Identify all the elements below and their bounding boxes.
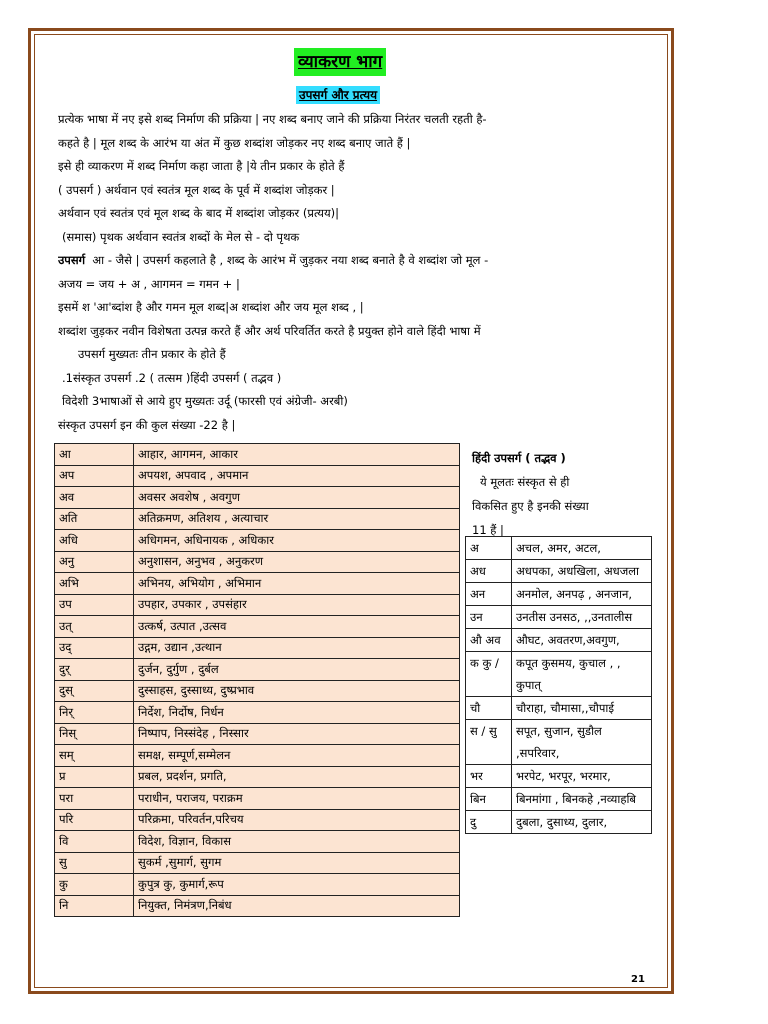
prefix-cell: अनु	[55, 551, 134, 573]
prefix-cell: चौ	[466, 697, 512, 720]
examples-cell: समक्ष, सम्पूर्ण,सम्मेलन	[134, 745, 460, 767]
table-row	[55, 637, 460, 659]
table-row	[55, 788, 460, 810]
examples-cell: सुकर्म ,सुमार्ग, सुगम	[134, 852, 460, 874]
table-row	[55, 745, 460, 767]
table-row	[466, 697, 652, 720]
table-row	[55, 551, 460, 573]
prefix-cell: अ	[466, 537, 512, 560]
prefix-cell: नि	[55, 895, 134, 917]
table-row	[466, 788, 652, 811]
intro-paragraph	[58, 108, 658, 437]
prefix-cell: भर	[466, 765, 512, 788]
examples-cell: प्रबल, प्रदर्शन, प्रगति,	[134, 766, 460, 788]
examples-cell: उत्कर्ष, उत्पात ,उत्सव	[134, 616, 460, 638]
text-line: प्रत्येक भाषा में नए इसे शब्द निर्माण की प्रक्रिया | नए शब्द बनाए जाने की प्रक्रिया निरंतर चलती रहती है-	[58, 112, 487, 126]
table-row	[466, 720, 652, 765]
prefix-cell: उद्	[55, 637, 134, 659]
text-line: अर्थवान एवं स्वतंत्र एवं मूल शब्द के बाद में शब्दांश जोड़कर (प्रत्यय)|	[58, 206, 339, 220]
table-row	[55, 895, 460, 917]
examples-cell: उनतीस उनसठ, ,,उनतालीस	[512, 606, 652, 629]
prefix-cell: दुस्	[55, 680, 134, 702]
text-line: विकसित हुए है इनकी संख्या	[472, 499, 589, 513]
table-row	[55, 573, 460, 595]
examples-cell: निर्देश, निर्दोष, निर्धन	[134, 702, 460, 724]
text-line-rest: आ - जैसे | उपसर्ग कहलाते है , शब्द के आरंभ में जुड़कर नया शब्द बनाते है वे शब्दांश जो मूल -	[92, 253, 489, 267]
prefix-cell: अध	[466, 560, 512, 583]
prefix-cell: आ	[55, 444, 134, 466]
text-line: विदेशी 3भाषाओं से आये हुए मुख्यतः उर्दू (फारसी एवं अंग्रेजी- अरबी)	[62, 394, 348, 408]
table-row	[55, 616, 460, 638]
table-row	[55, 766, 460, 788]
prefix-cell: निस्	[55, 723, 134, 745]
bold-term: उपसर्ग	[58, 253, 86, 267]
prefix-cell: प्र	[55, 766, 134, 788]
examples-cell: अवसर अवशेष , अवगुण	[134, 487, 460, 509]
examples-cell: दुबला, दुसाध्य, दुलार,	[512, 811, 652, 834]
examples-cell: औघट, अवतरण,अवगुण,	[512, 629, 652, 652]
prefix-cell: बिन	[466, 788, 512, 811]
prefix-cell: अति	[55, 508, 134, 530]
table-row	[466, 560, 652, 583]
text-line	[58, 249, 658, 273]
prefix-cell: उत्	[55, 616, 134, 638]
text-line: उपसर्ग मुख्यतः तीन प्रकार के होते हैं	[78, 347, 226, 361]
prefix-cell: सु	[55, 852, 134, 874]
examples-cell: दुर्जन, दुर्गुण , दुर्बल	[134, 659, 460, 681]
table-row	[55, 680, 460, 702]
hindi-prefix-intro	[472, 446, 652, 542]
prefix-cell: उप	[55, 594, 134, 616]
prefix-cell: परि	[55, 809, 134, 831]
prefix-cell: निर्	[55, 702, 134, 724]
sanskrit-prefix-table	[54, 443, 460, 917]
text-line: कहते है | मूल शब्द के आरंभ या अंत में कुछ शब्दांश जोड़कर नए शब्द बनाए जाते हैं |	[58, 135, 411, 150]
examples-cell: भरपेट, भरपूर, भरमार,	[512, 765, 652, 788]
examples-cell: अनमोल, अनपढ़ , अनजान,	[512, 583, 652, 606]
hindi-prefix-heading: हिंदी उपसर्ग ( तद्भव )	[472, 451, 566, 465]
page-title: व्याकरण भाग	[294, 48, 386, 76]
examples-cell: कुपुत्र कु, कुमार्ग,रूप	[134, 874, 460, 896]
examples-cell: उद्गम, उद्यान ,उत्थान	[134, 637, 460, 659]
examples-cell: उपहार, उपकार , उपसंहार	[134, 594, 460, 616]
table-row	[55, 530, 460, 552]
prefix-cell: दुर्	[55, 659, 134, 681]
prefix-cell: अन	[466, 583, 512, 606]
examples-cell: सपूत, सुजान, सुडौल ,सपरिवार,	[512, 720, 652, 765]
table-row	[466, 606, 652, 629]
prefix-cell: दु	[466, 811, 512, 834]
table-row	[55, 874, 460, 896]
examples-cell: निष्पाप, निस्संदेह , निस्सार	[134, 723, 460, 745]
table-row	[466, 765, 652, 788]
prefix-cell: अप	[55, 465, 134, 487]
table-row	[55, 831, 460, 853]
examples-cell: अपयश, अपवाद , अपमान	[134, 465, 460, 487]
prefix-cell: अधि	[55, 530, 134, 552]
table-row	[55, 723, 460, 745]
examples-cell: अभिनय, अभियोग , अभिमान	[134, 573, 460, 595]
examples-cell: आहार, आगमन, आकार	[134, 444, 460, 466]
examples-cell: अतिक्रमण, अतिशय , अत्याचार	[134, 508, 460, 530]
examples-cell: बिनमांगा , बिनकहे ,नव्याहबि	[512, 788, 652, 811]
table-row	[55, 852, 460, 874]
table-row	[466, 583, 652, 606]
examples-cell: दुस्साहस, दुस्साध्य, दुष्प्रभाव	[134, 680, 460, 702]
table-row	[466, 811, 652, 834]
text-line: अजय = जय + अ , आगमन = गमन + |	[58, 276, 240, 291]
table-row	[55, 465, 460, 487]
table-row	[55, 594, 460, 616]
prefix-cell: स / सु	[466, 720, 512, 765]
section-subtitle: उपसर्ग और प्रत्यय	[296, 86, 380, 104]
text-line: इसे ही व्याकरण में शब्द निर्माण कहा जाता है |ये तीन प्रकार के होते हैं	[58, 159, 345, 173]
prefix-cell: उन	[466, 606, 512, 629]
table-row	[466, 652, 652, 697]
examples-cell: चौराहा, चौमासा,,चौपाई	[512, 697, 652, 720]
prefix-cell: परा	[55, 788, 134, 810]
examples-cell: कपूत कुसमय, कुचाल , , कुपात्	[512, 652, 652, 697]
text-line: शब्दांश जुड़कर नवीन विशेषता उत्पन्न करते हैं और अर्थ परिवर्तित करते है प्रयुक्त होने वाले हिंदी भाषा में	[58, 323, 481, 338]
examples-cell: नियुक्त, निमंत्रण,निबंध	[134, 895, 460, 917]
text-line: 11 हैं |	[472, 523, 504, 537]
examples-cell: पराधीन, पराजय, पराक्रम	[134, 788, 460, 810]
table-row	[466, 537, 652, 560]
prefix-cell: अभि	[55, 573, 134, 595]
prefix-cell: कु	[55, 874, 134, 896]
examples-cell: अधिगमन, अधिनायक , अधिकार	[134, 530, 460, 552]
page-number: 21	[631, 974, 645, 985]
table-row	[55, 508, 460, 530]
hindi-prefix-table	[465, 536, 652, 834]
examples-cell: विदेश, विज्ञान, विकास	[134, 831, 460, 853]
prefix-cell: औ अव	[466, 629, 512, 652]
text-line: .1संस्कृत उपसर्ग .2 ( तत्सम )हिंदी उपसर्ग ( तद्भव )	[62, 370, 282, 385]
prefix-cell: अव	[55, 487, 134, 509]
table-row	[55, 659, 460, 681]
text-line: ये मूलतः संस्कृत से ही	[480, 475, 570, 489]
text-line: ( उपसर्ग ) अर्थवान एवं स्वतंत्र मूल शब्द के पूर्व में शब्दांश जोड़कर |	[58, 182, 335, 197]
prefix-cell: वि	[55, 831, 134, 853]
examples-cell: परिक्रमा, परिवर्तन,परिचय	[134, 809, 460, 831]
examples-cell: अचल, अमर, अटल,	[512, 537, 652, 560]
table-row	[466, 629, 652, 652]
table-row	[55, 809, 460, 831]
table-row	[55, 444, 460, 466]
text-line: (समास) पृथक अर्थवान स्वतंत्र शब्दों के मेल से - दो पृथक	[62, 229, 300, 244]
table-row	[55, 702, 460, 724]
examples-cell: अधपका, अधखिला, अधजला	[512, 560, 652, 583]
prefix-cell: सम्	[55, 745, 134, 767]
table-row	[55, 487, 460, 509]
examples-cell: अनुशासन, अनुभव , अनुकरण	[134, 551, 460, 573]
prefix-cell: क कु /	[466, 652, 512, 697]
text-line: संस्कृत उपसर्ग इन की कुल संख्या -22 है |	[58, 417, 236, 432]
text-line: इसमें श 'आ'ब्दांश है और गमन मूल शब्द|अ शब्दांश और जय मूल शब्द , |	[58, 300, 364, 314]
